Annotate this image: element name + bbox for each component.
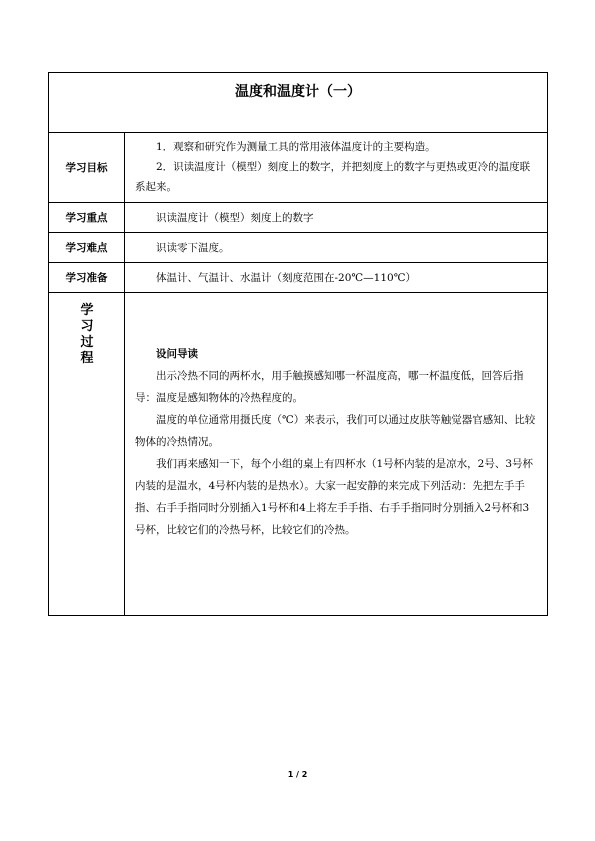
goal-item: 1．观察和研究作为测量工具的常用液体温度计的主要构造。 — [156, 141, 436, 153]
lesson-table — [48, 72, 548, 616]
difficulty-text: 识读零下温度。 — [156, 241, 230, 254]
goals-content — [125, 133, 547, 202]
prep-label: 学习准备 — [49, 263, 125, 292]
goal-item: 2．识读温度计（模型）刻度上的数字，并把刻度上的数字与更热或更冷的温度联系起来。 — [135, 161, 531, 193]
goals-row — [49, 133, 547, 203]
focus-content — [125, 203, 547, 232]
prep-content — [125, 263, 547, 292]
process-content — [125, 293, 547, 615]
focus-text: 识读温度计（模型）刻度上的数字 — [156, 211, 314, 224]
process-label-char: 学 — [80, 303, 94, 318]
process-paragraph: 温度的单位通常用摄氏度（℃）来表示，我们可以通过皮肤等触觉器官感知、比较物体的冷热情况。 — [135, 414, 536, 448]
focus-label: 学习重点 — [49, 203, 125, 232]
title-row — [49, 73, 547, 133]
process-paragraph: 出示冷热不同的两杯水，用手触摸感知哪一杯温度高，哪一杯温度低，回答后指导：温度是感知物体的冷热程度的。 — [135, 370, 524, 404]
focus-row — [49, 203, 547, 233]
process-label-char: 习 — [80, 319, 94, 334]
page-number: 1 / 2 — [287, 770, 308, 779]
process-label-char: 程 — [80, 351, 94, 366]
goals-label: 学习目标 — [49, 133, 125, 202]
difficulty-row — [49, 233, 547, 263]
page-title: 温度和温度计（一） — [235, 84, 361, 100]
process-label-char: 过 — [80, 335, 94, 350]
difficulty-label: 学习难点 — [49, 233, 125, 262]
section-heading: 设问导读 — [156, 348, 198, 360]
prep-row — [49, 263, 547, 293]
process-label-cell — [49, 293, 125, 615]
prep-text: 体温计、气温计、水温计（刻度范围在-20℃—110℃） — [156, 271, 416, 284]
process-row — [49, 293, 547, 615]
difficulty-content — [125, 233, 547, 262]
process-label — [49, 293, 125, 367]
process-paragraph: 我们再来感知一下，每个小组的桌上有四杯水（1号杯内装的是凉水，2号、3号杯内装的是温水，4号杯内装的是热水）。大家一起安静的来完成下列活动：先把左手手指、右手手指同时分别插入1号杯和4上将左手手指、右手手指同时分别插入2号杯和3号杯，比较它们的冷热号杯，比较它们的冷热。 — [135, 458, 534, 536]
